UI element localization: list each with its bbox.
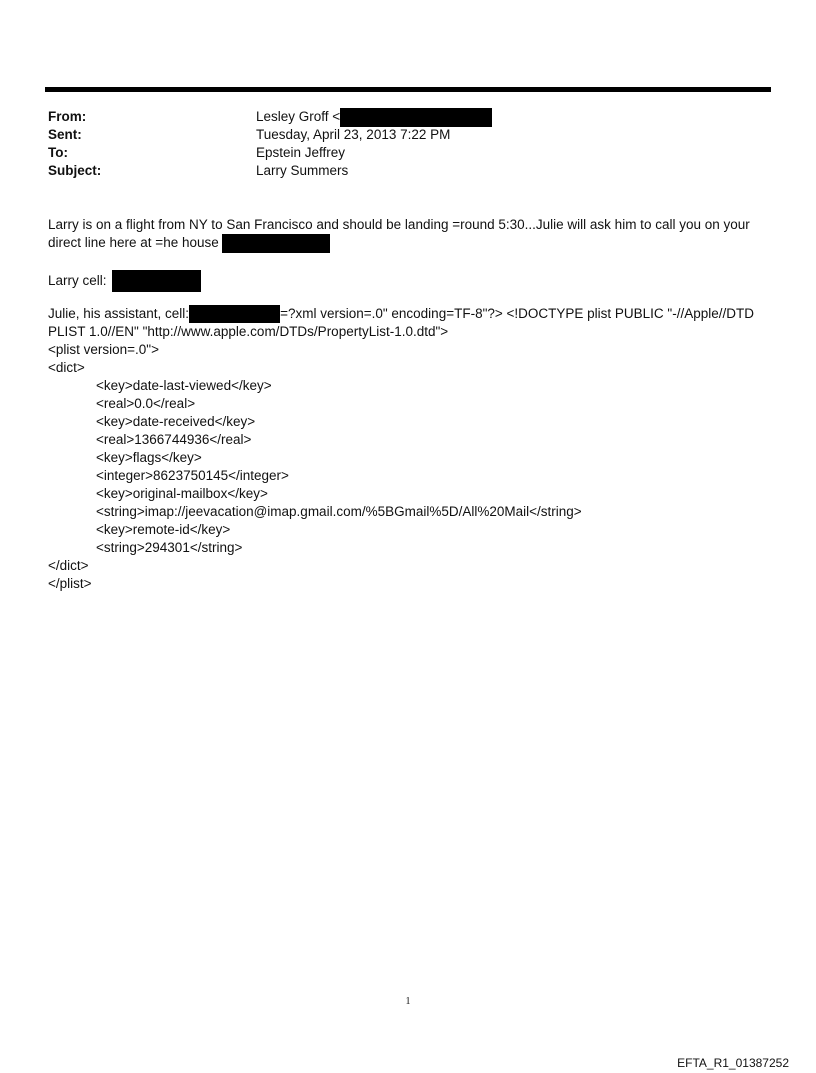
redaction-box: [340, 108, 492, 127]
julie-cell-line: [48, 305, 758, 323]
plist-line: <string>imap://jeevacation@imap.gmail.com/%5BGmail%5D/All%20Mail</string>: [96, 504, 582, 519]
plist-line: <key>date-last-viewed</key>: [96, 378, 272, 393]
sent-value: Tuesday, April 23, 2013 7:22 PM: [256, 127, 451, 142]
message-paragraph-1: [48, 216, 758, 252]
plist-line: <key>original-mailbox</key>: [96, 486, 268, 501]
plist-block: [48, 305, 758, 593]
plist-line: <key>flags</key>: [96, 450, 202, 465]
plist-line: <plist version=.0">: [48, 342, 159, 357]
subject-value: Larry Summers: [256, 163, 349, 178]
julie-cell-label: Julie, his assistant, cell:: [48, 306, 190, 321]
paragraph-line: Larry is on a flight from NY to San Francisco and should be landing =round 5:30...Julie will ask him to call you on your: [48, 217, 750, 232]
page-number: 1: [405, 996, 411, 1007]
paragraph-text: direct line here at =he house: [48, 235, 219, 251]
header-rule: [45, 87, 771, 92]
document-id: EFTA_R1_01387252: [677, 1056, 789, 1070]
larry-cell-line: [48, 270, 758, 294]
plist-line: <string>294301</string>: [96, 540, 243, 555]
plist-line: <key>date-received</key>: [96, 414, 256, 429]
subject-label: Subject:: [48, 163, 102, 178]
xml-prolog-text: =?xml version=.0" encoding=TF-8"?> <!DOCTYPE plist PUBLIC "-//Apple//DTD: [280, 306, 754, 321]
redaction-box: [222, 234, 330, 253]
from-value: [256, 108, 492, 127]
plist-line: <real>0.0</real>: [96, 396, 196, 411]
plist-line: <dict>: [48, 360, 85, 375]
plist-line: <real>1366744936</real>: [96, 432, 252, 447]
plist-line: <key>remote-id</key>: [96, 522, 231, 537]
plist-line: </dict>: [48, 558, 89, 573]
sent-label: Sent:: [48, 127, 82, 142]
plist-line: <integer>8623750145</integer>: [96, 468, 289, 483]
to-label: To:: [48, 145, 68, 160]
paragraph-line: [48, 234, 758, 252]
redaction-box: [112, 270, 201, 292]
larry-cell-label: Larry cell:: [48, 273, 107, 288]
doctype-line: PLIST 1.0//EN" "http://www.apple.com/DTDs/PropertyList-1.0.dtd">: [48, 324, 449, 339]
redaction-box: [189, 305, 280, 323]
plist-line: </plist>: [48, 576, 92, 591]
from-name: Lesley Groff <: [256, 109, 341, 125]
from-label: From:: [48, 109, 87, 124]
to-value: Epstein Jeffrey: [256, 145, 346, 160]
